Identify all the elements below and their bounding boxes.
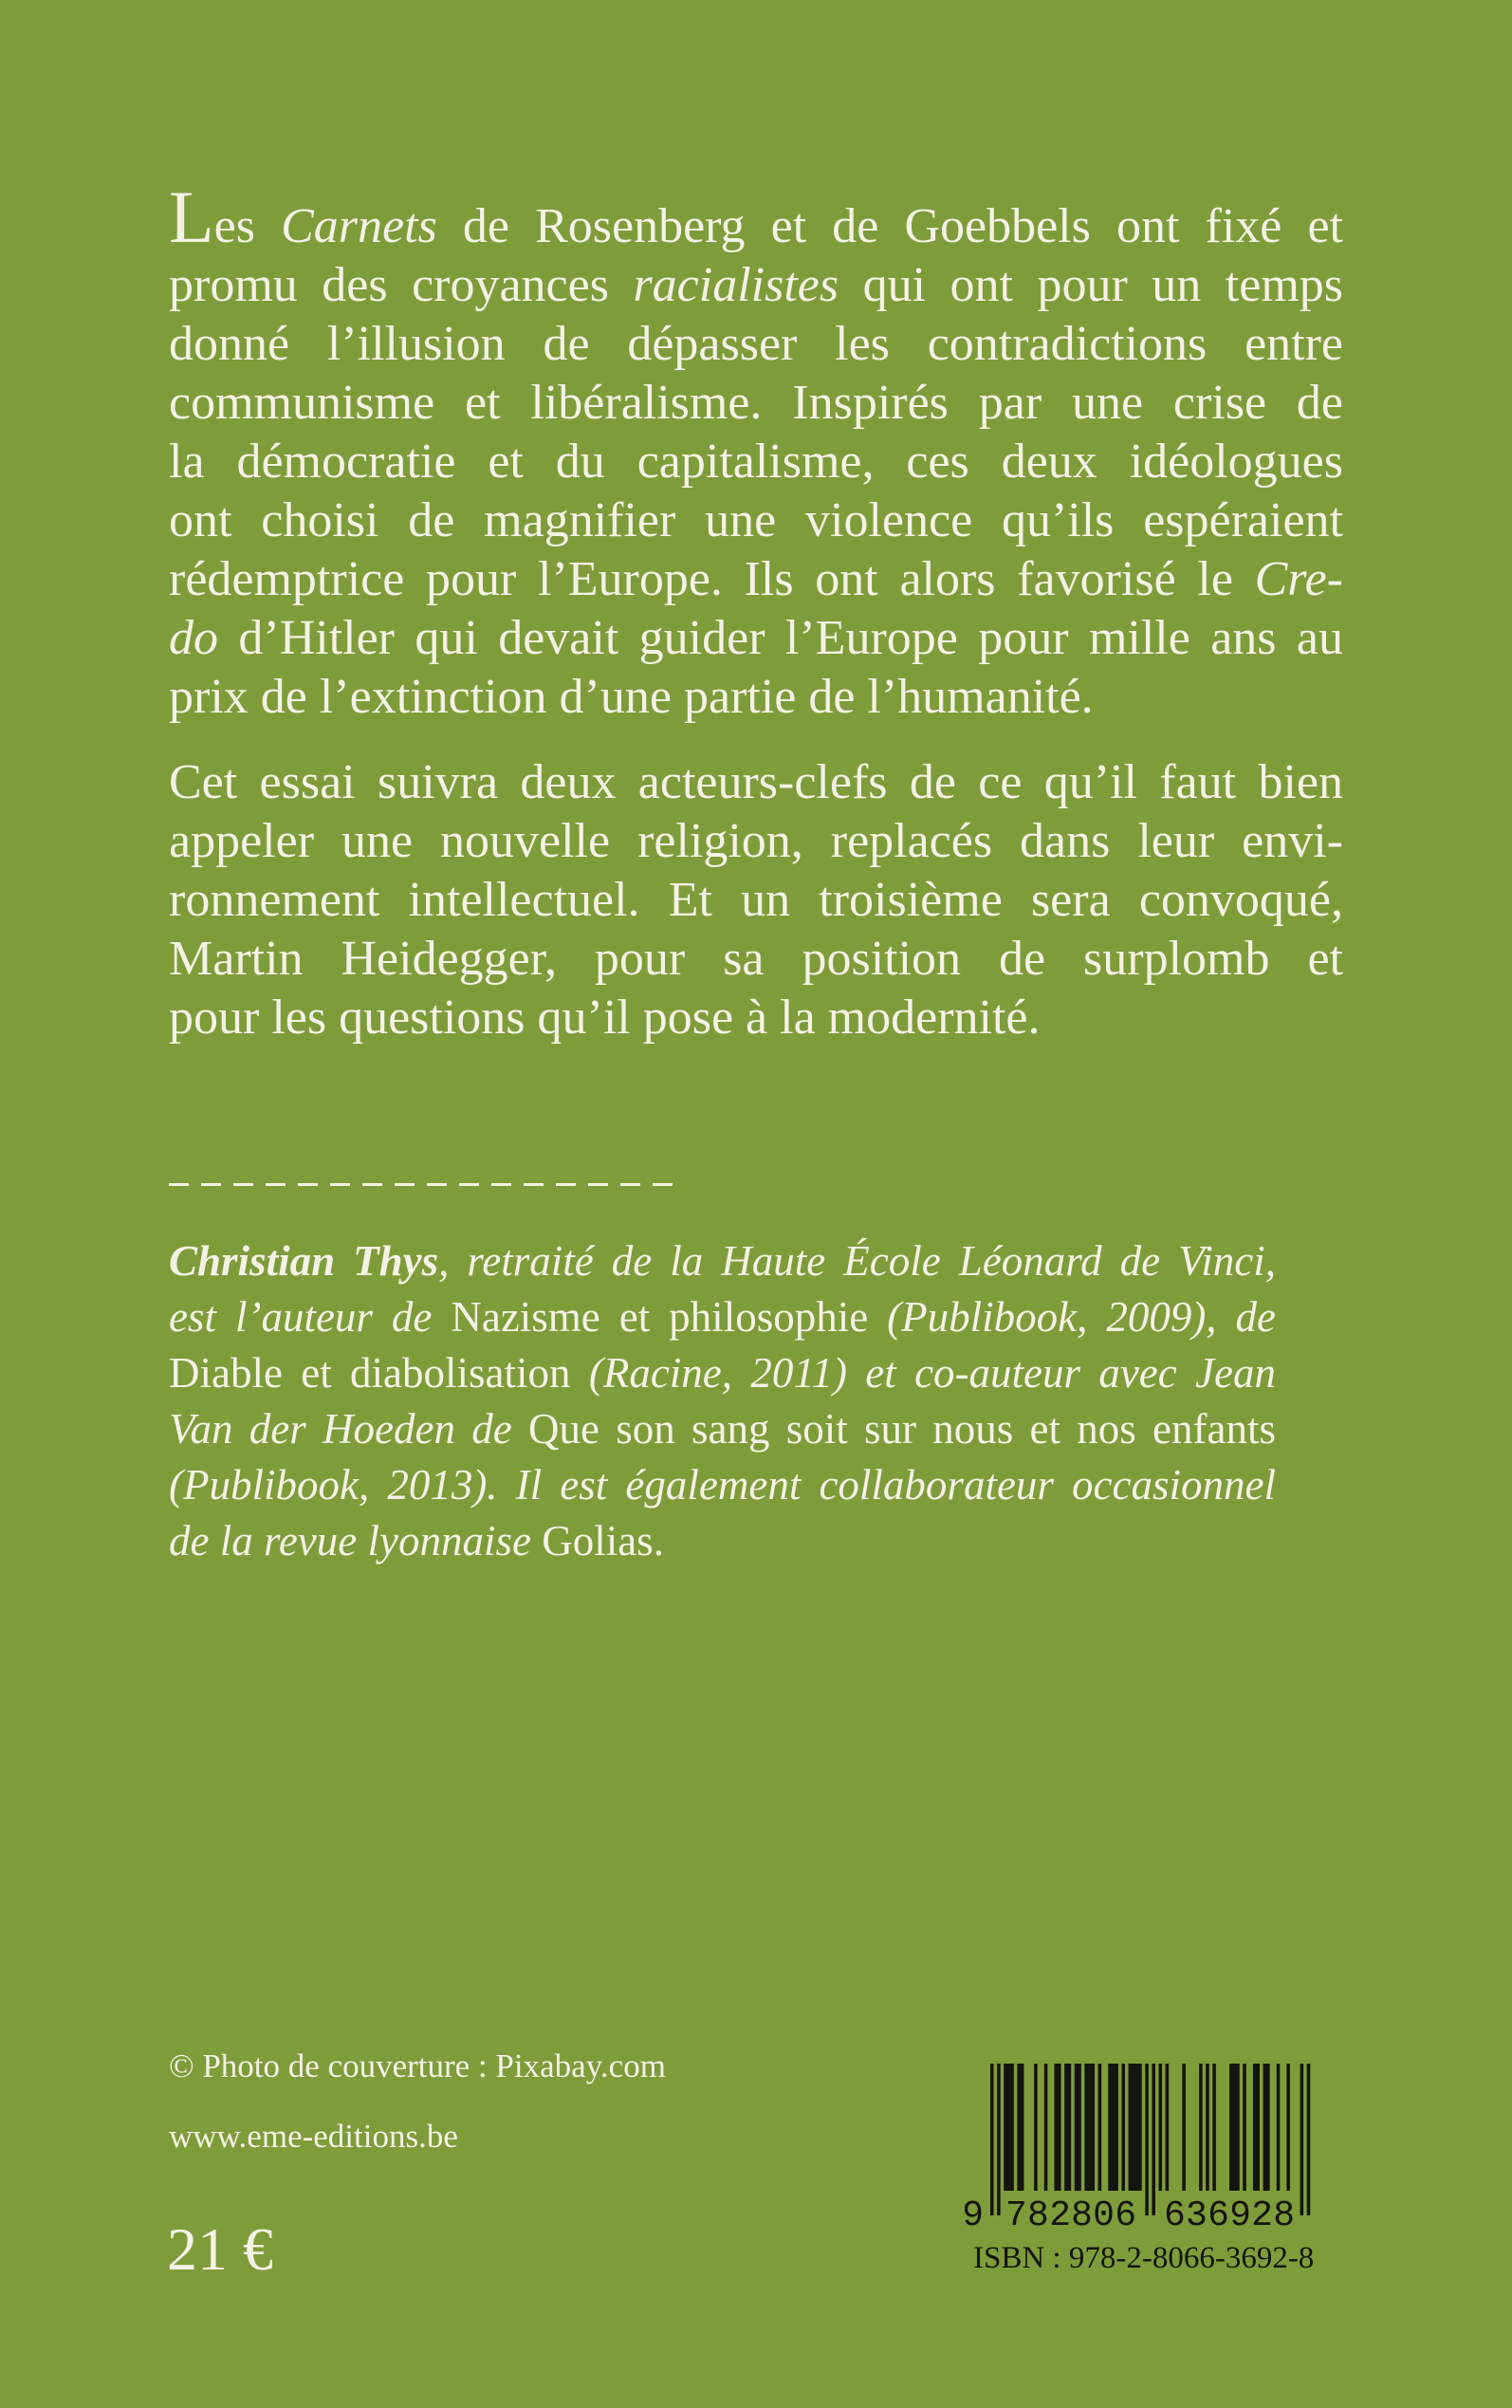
- text-run: , retraité de la Haute École Léonard de Vinci,: [438, 1237, 1276, 1285]
- barcode-guard-bar: [1307, 2064, 1311, 2215]
- barcode-bar: [1044, 2064, 1048, 2191]
- barcode-guard-bar: [997, 2064, 1001, 2215]
- barcode-bar: [1121, 2064, 1125, 2191]
- barcode-bar: [1054, 2064, 1060, 2191]
- text-run: de la revue lyonnaise: [169, 1517, 531, 1565]
- isbn-barcode: [953, 2059, 1323, 2234]
- isbn-number: ISBN : 978-2-8066-3692-8: [973, 2241, 1315, 2275]
- blurb-line: [169, 374, 1343, 433]
- drop-initial: L: [169, 176, 214, 258]
- barcode-bar: [1017, 2064, 1023, 2191]
- blurb-line: [169, 256, 1343, 315]
- barcode-bar: [1206, 2064, 1209, 2191]
- barcode-left-digits: 782806: [1005, 2195, 1136, 2234]
- blurb-line: appeler une nouvelle religion, replacés dans leur envi-: [169, 814, 1343, 868]
- text-run: (Racine, 2011) et co-auteur avec Jean: [570, 1349, 1276, 1397]
- barcode-bar: [1212, 2064, 1216, 2191]
- blurb-line: Martin Heidegger, pour sa position de surplomb et: [169, 932, 1343, 986]
- barcode-bar: [1084, 2064, 1095, 2191]
- barcode-bar: [1243, 2064, 1246, 2191]
- blurb-line: [169, 491, 1343, 550]
- barcode-guard-bar: [1145, 2064, 1149, 2215]
- barcode-bar: [1004, 2064, 1014, 2191]
- bio-line: [169, 1233, 1276, 1289]
- barcode-guard-bar: [990, 2064, 994, 2215]
- text-run: prix de l’extinction d’une partie de l’humanité.: [169, 670, 1094, 724]
- book-title: Diable et diabolisation: [169, 1349, 571, 1397]
- barcode-bar: [1075, 2064, 1081, 2191]
- barcode-bar: [1129, 2064, 1142, 2191]
- text-run: donné l’illusion de dépasser les contradictions entre: [169, 317, 1343, 371]
- bio-line: [169, 1513, 1276, 1569]
- text-run: qui ont pour un temps: [839, 258, 1344, 312]
- book-title: Nazisme et philosophie: [432, 1293, 888, 1341]
- blurb-line: [169, 609, 1343, 668]
- text-run: de Rosenberg et de Goebbels ont fixé et: [436, 199, 1344, 253]
- text-run: (Publibook, 2009), de: [887, 1293, 1276, 1341]
- journal-title: Golias.: [530, 1517, 664, 1565]
- bio-line: [169, 1457, 1276, 1513]
- blurb-line: [169, 668, 1343, 727]
- bio-line: [169, 1401, 1276, 1457]
- barcode-bar: [1098, 2064, 1102, 2191]
- blurb-line: [169, 550, 1343, 609]
- blurb-paragraph-1: [169, 176, 1344, 727]
- barcode-bar: [1253, 2064, 1260, 2191]
- barcode-bar: [1108, 2064, 1118, 2191]
- barcode-bar: [1286, 2064, 1290, 2191]
- barcode-right-digits: 636928: [1164, 2195, 1295, 2234]
- blurb-line: [169, 433, 1343, 491]
- book-title: Cre-: [1254, 552, 1343, 606]
- text-run: es: [213, 199, 282, 253]
- barcode-bar: [1182, 2064, 1186, 2191]
- barcode-first-digit: 9: [962, 2195, 984, 2234]
- bio-line: [169, 1345, 1276, 1401]
- text-run: (Publibook, 2013). Il est également collaborateur occasionnel: [169, 1461, 1276, 1509]
- blurb-line: [169, 315, 1343, 374]
- barcode-bar: [1159, 2064, 1163, 2191]
- blurb-line: ronnement intellectuel. Et un troisième sera convoqué,: [169, 873, 1343, 927]
- barcode-bar: [1034, 2064, 1038, 2191]
- book-title: do: [169, 611, 218, 665]
- dashed-divider: [169, 1183, 673, 1186]
- blurb-line: Cet essai suivra deux acteurs-clefs de ce qu’il faut bien: [169, 755, 1343, 809]
- text-run: la démocratie et du capitalisme, ces deux idéologues: [169, 435, 1343, 489]
- text-run: Van der Hoeden de: [169, 1405, 512, 1453]
- bio-line: [169, 1289, 1276, 1345]
- text-run: d’Hitler qui devait guider l’Europe pour mille ans au: [218, 611, 1343, 665]
- barcode-bar: [1199, 2064, 1203, 2191]
- blurb-line: pour les questions qu’il pose à la modernité.: [169, 991, 1041, 1045]
- text-run: communisme et libéralisme. Inspirés par une crise de: [169, 376, 1343, 430]
- photo-credit: © Photo de couverture : Pixabay.com: [169, 2047, 666, 2084]
- emphasis: racialistes: [633, 258, 839, 312]
- barcode-guard-bar: [1300, 2064, 1304, 2215]
- author-name: Christian Thys: [169, 1237, 439, 1285]
- barcode-bar: [1263, 2064, 1270, 2191]
- publisher-website: www.eme-editions.be: [169, 2118, 458, 2155]
- barcode-guard-bar: [1152, 2064, 1155, 2215]
- text-run: promu des croyances: [169, 258, 634, 312]
- barcode-bar: [1277, 2064, 1281, 2191]
- blurb-line: [169, 176, 1344, 258]
- author-bio: [169, 1233, 1276, 1569]
- text-run: rédemptrice pour l’Europe. Ils ont alors favorisé le: [169, 552, 1255, 606]
- text-run: est l’auteur de: [169, 1293, 433, 1341]
- barcode-bar: [1064, 2064, 1071, 2191]
- price: 21 €: [167, 2215, 273, 2283]
- barcode-bar: [1229, 2064, 1240, 2191]
- text-run: ont choisi de magnifier une violence qu’ils espéraient: [169, 493, 1343, 547]
- book-title: Carnets: [281, 199, 437, 253]
- barcode-bar: [1166, 2064, 1170, 2191]
- blurb-paragraph-2: [169, 753, 1343, 1047]
- book-title: Que son sang soit sur nous et nos enfants: [511, 1405, 1276, 1453]
